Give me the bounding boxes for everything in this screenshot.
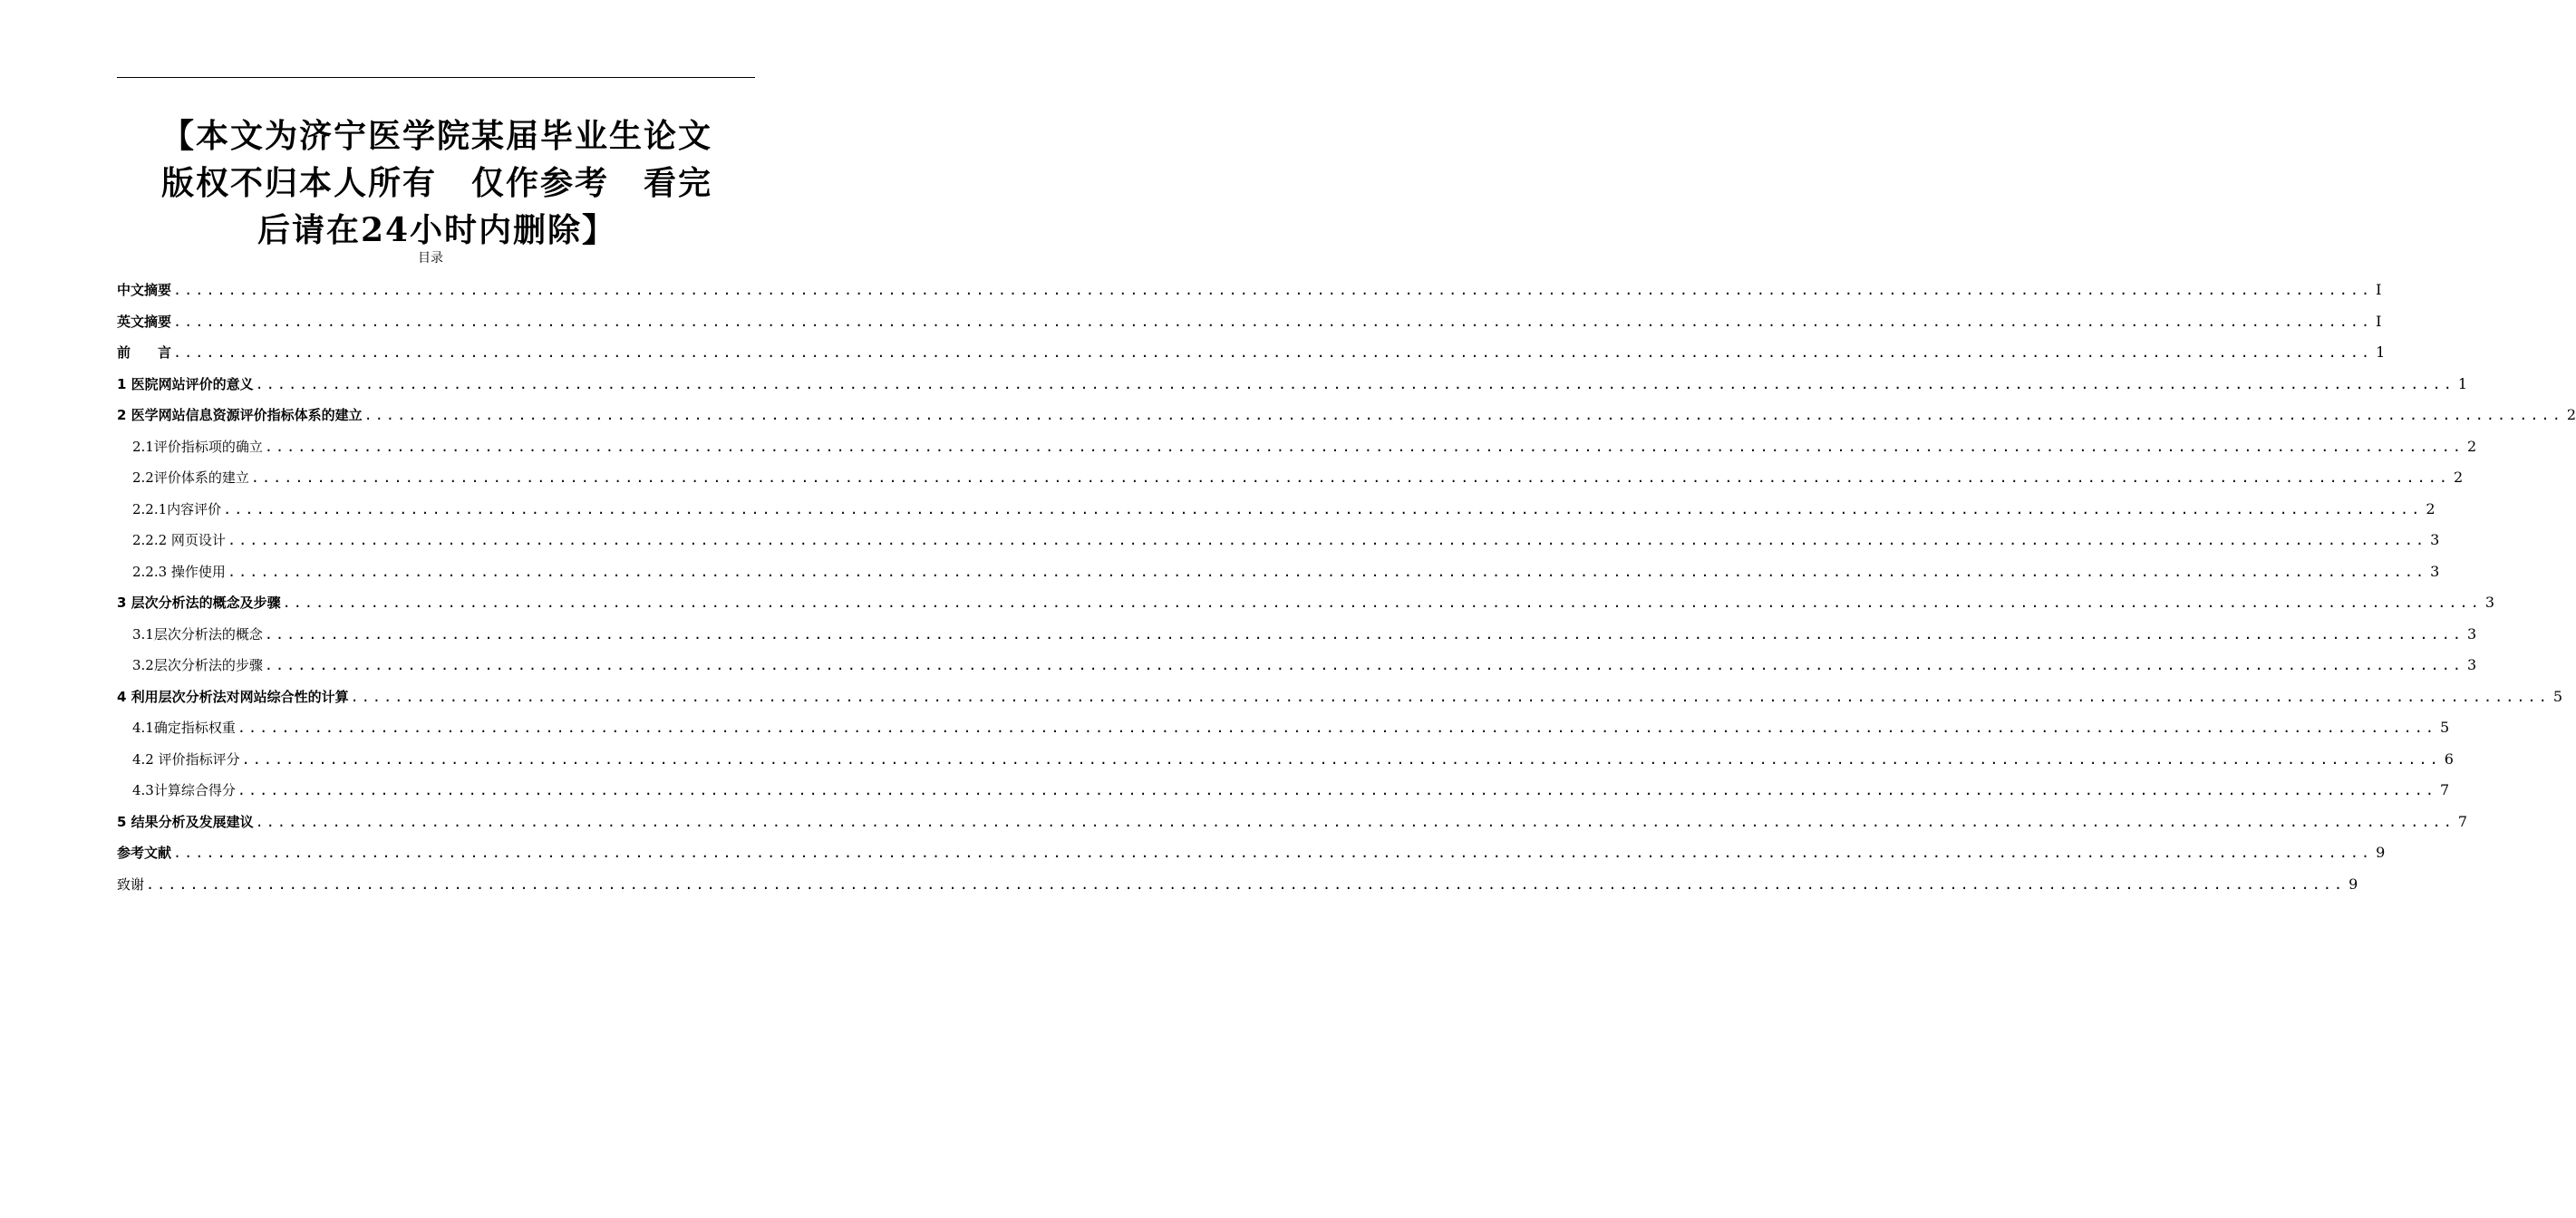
toc-entry-label: 4 利用层次分析法对网站综合性的计算 [117,689,349,705]
title-line-3: 后请在24小时内删除】 [257,211,617,249]
toc-entry-page: 5 [2552,688,2563,705]
toc-entry[interactable] [117,592,2495,612]
toc-entry[interactable] [117,373,2468,393]
toc-entry-page: 6 [2444,750,2454,768]
toc-entry[interactable] [117,311,2382,331]
toc-dot-leader: ........................................................................................................................................................................................................ [264,626,2465,643]
toc-entry[interactable] [117,279,2382,299]
toc-dot-leader: ........................................................................................................................................................................................................ [223,501,2423,517]
toc-entry-page: 5 [2440,719,2450,736]
toc-entry-label: 3.2层次分析法的步骤 [132,657,263,673]
toc-entry-page: I [2376,313,2382,330]
toc-entry-label: 前 言 [117,344,172,361]
toc-heading: 目录 [418,251,443,266]
toc-dot-leader: ........................................................................................................................................................................................................ [227,564,2427,580]
toc-entry-page: 7 [2440,781,2450,798]
title-line-1: 【本文为济宁医学院某届毕业生论文 [160,117,712,155]
toc-entry-label: 4.3计算综合得分 [132,782,236,798]
toc-dot-leader: ........................................................................................................................................................................................................ [264,657,2465,673]
toc-dot-leader: ........................................................................................................................................................................................................ [264,439,2465,455]
toc-dot-leader: ........................................................................................................................................................................................................ [363,407,2563,423]
toc-entry-label: 4.1确定指标权重 [132,720,236,736]
toc-entry-label: 2 医学网站信息资源评价指标体系的建立 [117,407,363,423]
toc-dot-leader: ........................................................................................................................................................................................................ [255,814,2455,830]
toc-entry-page: 7 [2457,813,2468,830]
toc-entry-page: 3 [2430,563,2440,580]
toc-entry[interactable] [132,436,2477,456]
toc-entry-label: 中文摘要 [117,282,172,298]
toc-entry-page: 2 [2566,406,2576,423]
toc-entry[interactable] [132,624,2477,643]
toc-entry-label: 3.1层次分析法的概念 [132,626,263,643]
toc-dot-leader: ........................................................................................................................................................................................................ [350,689,2550,705]
toc-entry-page: 2 [2426,500,2436,517]
toc-entry-label: 4.2 评价指标评分 [132,751,240,768]
toc-entry-page: 2 [2467,438,2477,455]
toc-entry-label: 参考文献 [117,845,172,861]
toc-entry-page: I [2376,281,2382,298]
toc-entry[interactable] [132,779,2450,799]
toc-entry[interactable] [132,467,2464,487]
toc-dot-leader: ........................................................................................................................................................................................................ [173,314,2373,330]
toc-dot-leader: ........................................................................................................................................................................................................ [146,876,2346,893]
toc-entry[interactable] [117,874,2358,894]
toc-entry[interactable] [117,342,2386,362]
toc-dot-leader: ........................................................................................................................................................................................................ [237,782,2437,798]
toc-entry[interactable] [132,717,2450,737]
toc-entry-page: 9 [2348,875,2358,893]
toc-entry[interactable] [117,404,2576,424]
toc-dot-leader: ........................................................................................................................................................................................................ [173,845,2373,861]
toc-dot-leader: ........................................................................................................................................................................................................ [227,532,2427,548]
toc-entry-label: 2.2.1内容评价 [132,501,222,517]
toc-entry[interactable] [132,498,2436,518]
toc-entry-page: 2 [2454,469,2464,486]
toc-entry[interactable] [132,561,2440,581]
toc-entry-label: 2.2.2 网页设计 [132,532,226,548]
toc-dot-leader: ........................................................................................................................................................................................................ [173,344,2373,361]
toc-entry-page: 9 [2376,844,2386,861]
toc-entry-label: 1 医院网站评价的意义 [117,376,254,392]
toc-dot-leader: ........................................................................................................................................................................................................ [282,594,2482,611]
toc-entry-label: 英文摘要 [117,314,172,330]
toc-entry-label: 5 结果分析及发展建议 [117,814,254,830]
toc-entry[interactable] [117,686,2563,706]
toc-entry[interactable] [117,842,2386,862]
toc-entry-page: 3 [2430,531,2440,548]
toc-entry-label: 2.2评价体系的建立 [132,469,249,486]
toc-entry[interactable] [132,749,2454,768]
toc-entry-label: 2.1评价指标项的确立 [132,439,263,455]
toc-entry-label: 致谢 [117,876,145,893]
toc-entry[interactable] [132,654,2477,674]
toc-entry-label: 2.2.3 操作使用 [132,564,226,580]
toc-dot-leader: ........................................................................................................................................................................................................ [237,720,2437,736]
toc-entry-page: 3 [2467,656,2477,673]
toc-entry-page: 1 [2376,343,2386,361]
toc-entry-label: 3 层次分析法的概念及步骤 [117,594,281,611]
toc-entry[interactable] [132,529,2440,549]
toc-dot-leader: ........................................................................................................................................................................................................ [255,376,2455,392]
toc-entry[interactable] [117,811,2468,831]
toc-entry-page: 3 [2467,625,2477,643]
toc-entry-page: 1 [2457,375,2468,392]
toc-dot-leader: ........................................................................................................................................................................................................ [173,282,2373,298]
toc-entry-page: 3 [2484,594,2495,611]
title-line-2: 版权不归本人所有 仅作参考 看完 [160,164,712,202]
toc-dot-leader: ........................................................................................................................................................................................................ [241,751,2441,768]
toc-dot-leader: ........................................................................................................................................................................................................ [250,469,2451,486]
